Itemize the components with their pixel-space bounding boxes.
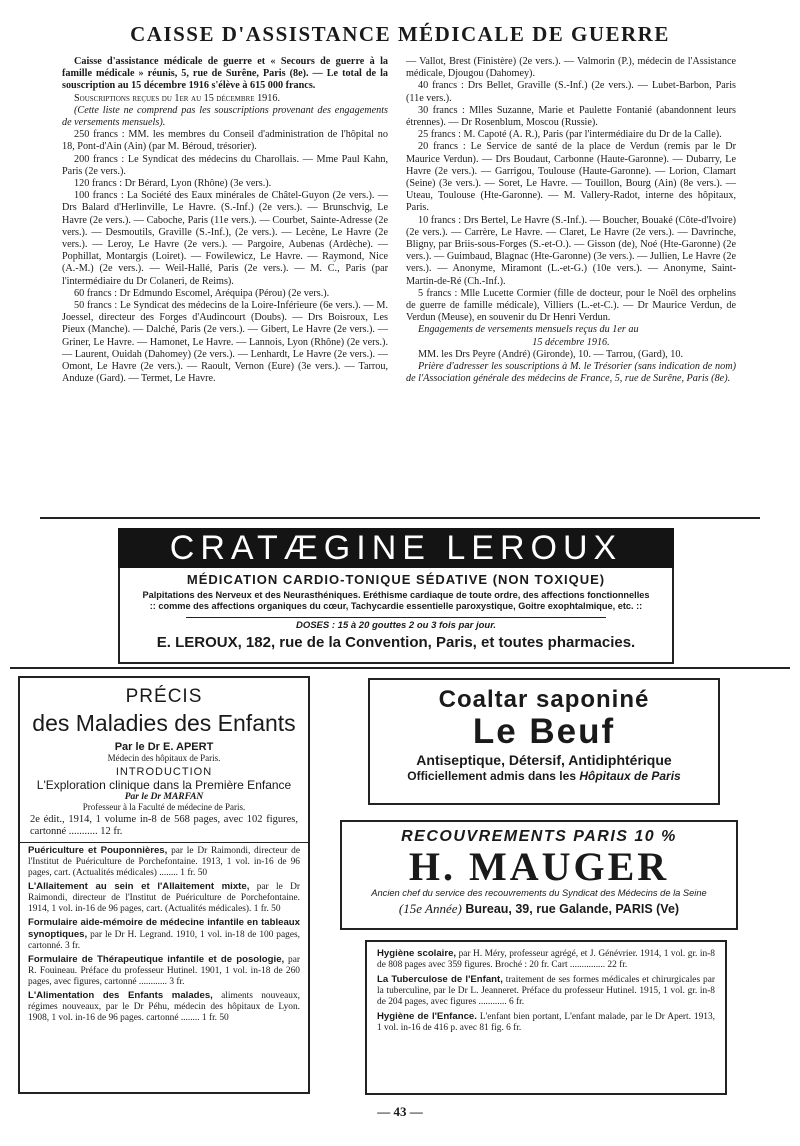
- subscription-5: 5 francs : Mlle Lucette Cormier (fille de docteur, pour le Noël des orphelins de guerre de famille médicale), Villiers (L.-et-C.). — Dr Maurice Verdun, de Verdun (Meuse), en souvenir du Dr Henri Verdun.: [406, 287, 736, 324]
- coaltar-properties: Antiseptique, Détersif, Antidiphtérique: [416, 752, 672, 768]
- crataegine-address: E. LEROUX, 182, rue de la Convention, Paris, et toutes pharmacies.: [156, 634, 636, 651]
- crataegine-ad: [118, 568, 674, 664]
- monthly-list: MM. les Drs Peyre (André) (Gironde), 10. — Tarrou, (Gard), 10.: [418, 348, 684, 360]
- book-entry: Puériculture et Pouponnières, par le Dr Raimondi, directeur de l'Institut de Puériculture de Porchefontaine. 1913, 1 vol. in-16 de 96 pages, cart. (Actualités médicales) ........ 1 fr. 50: [28, 845, 300, 878]
- precis-author-role: Médecin des hôpitaux de Paris.: [107, 753, 221, 763]
- precis-subtitle: des Maladies des Enfants: [32, 710, 296, 736]
- book-entry: L'Alimentation des Enfants malades, aliments nouveaux, régimes nouveaux, par le Dr Péhu, médecin des hôpitaux de Lyon. 1908, 1 vol. in-16 de 96 pages. cartonné ........ 1 fr. 50: [28, 990, 300, 1023]
- precis-intro: INTRODUCTION: [115, 766, 213, 778]
- hygiene-ad: [365, 940, 727, 1095]
- subscriptions-note: (Cette liste ne comprend pas les souscriptions provenant des engagements de versements mensuels).: [62, 104, 388, 129]
- page-number: — 43 —: [377, 1104, 423, 1119]
- subscription-10: 10 francs : Drs Bertel, Le Havre (S.-Inf.). — Boucher, Bouaké (Côte-d'Ivoire) (2e vers.). — Carrère, Le Havre. — Claret, Le Havre (2e vers.). — Davrinche, Bligny, par Briis-sous-Forges (S.-et-O.). — Gisson (de), Noé (Hte-Garonne) (2e vers.). — Guimbaud, Blagnac (Hte-Garonne) (3e vers.). — Jullien, Le Havre (2e vers.). — Anonyme, Miramont (L.-et-G.) (10e vers.). — Anonyme, Saint-Martin-de-Ré (Ch.-Inf.).: [406, 214, 736, 287]
- crataegine-line2b: :: comme des affections organiques du cœur, Tachycardie essentielle paroxystique, Goitre exophtalmique, etc. ::: [149, 601, 643, 611]
- precis-intro-role: Professeur à la Faculté de médecine de Paris.: [82, 802, 246, 812]
- subscription-50-cont: — Vallot, Brest (Finistère) (2e vers.). — Valmorin (P.), médecin de l'Assistance médicale, Djougou (Dahomey).: [406, 56, 736, 80]
- book-entry: La Tuberculose de l'Enfant, traitement de ses formes médicales et chirurgicales par la tuberculine, par le Dr L. Jeanneret. Préface du professeur Hutinel. 1915, 1 vol. gr. in-8 de 204 pages, avec figures ............ 6 fr.: [377, 974, 715, 1007]
- crataegine-banner: CRATÆGINE LEROUX: [118, 528, 674, 568]
- subscription-25: 25 francs : M. Capoté (A. R.), Paris (par l'intermédiaire du Dr de la Calle).: [418, 129, 722, 141]
- crataegine-line1: MÉDICATION CARDIO-TONIQUE SÉDATIVE (NON TOXIQUE): [186, 572, 606, 587]
- precis-intro-title: L'Exploration clinique dans la Première Enfance: [36, 778, 292, 792]
- left-column: [62, 56, 388, 385]
- crataegine-line2a: Palpitations des Nerveux et des Neurasthéniques. Eréthisme cardiaque de toute ordre, des affections fonctionnelles: [142, 590, 650, 600]
- mauger-heading: RECOUVREMENTS PARIS 10 %: [401, 828, 677, 845]
- mauger-name: H. MAUGER: [408, 844, 670, 889]
- coaltar-ad: [368, 678, 720, 805]
- book-entry: Formulaire de Thérapeutique infantile et de posologie, par R. Fouineau. Préface du professeur Hutinel. 1901, 1 vol. in-18 de 260 pages, avec figures, cartonné ............ 3 fr.: [28, 954, 300, 987]
- mauger-description: Ancien chef du service des recouvrements du Syndicat des Médecins de la Seine: [371, 888, 707, 898]
- mauger-ad: [340, 820, 738, 930]
- right-column: [406, 56, 736, 385]
- coaltar-brand: Le Beuf: [472, 712, 616, 751]
- intro-paragraph: Caisse d'assistance médicale de guerre et « Secours de guerre à la famille médicale » réunis, 5, rue de Surêne, Paris (8e). — Le total de la souscription au 15 décembre 1916 s'élève à 615 000 francs.: [62, 56, 388, 92]
- monthly-heading: Engagements de versements mensuels reçus du 1er au: [418, 324, 639, 336]
- precis-ad: [18, 676, 310, 1094]
- subscription-60: 60 francs : Dr Edmundo Escomel, Aréquipa (Pérou) (2e vers.).: [74, 287, 330, 299]
- subscription-40: 40 francs : Drs Bellet, Graville (S.-Inf.) (2e vers.). — Lubet-Barbon, Paris (11e vers.).: [406, 80, 736, 104]
- precis-title: PRÉCIS: [125, 686, 203, 707]
- subscriptions-heading: Souscriptions reçues du 1er au 15 décembre 1916.: [74, 92, 280, 104]
- precis-author: Par le Dr E. APERT: [114, 741, 214, 753]
- coaltar-admission: Officiellement admis dans les Hôpitaux de Paris: [407, 769, 681, 783]
- subscription-120: 120 francs : Dr Bérard, Lyon (Rhône) (3e vers.).: [74, 178, 272, 190]
- book-entry: Hygiène de l'Enfance. L'enfant bien portant, L'enfant malade, par le Dr Apert. 1913, 1 vol. in-16 de 416 p. avec 81 fig. 6 fr.: [377, 1011, 715, 1033]
- mauger-address: (15e Année) Bureau, 39, rue Galande, PARIS (Ve): [398, 901, 680, 916]
- precis-intro-author: Par le Dr MARFAN: [124, 792, 204, 802]
- monthly-date: 15 décembre 1916.: [532, 336, 610, 348]
- book-entry: Hygiène scolaire, par H. Méry, professeur agrégé, et J. Génévrier. 1914, 1 vol. gr. in-8 de 808 pages avec 359 figures. Broché : 20 fr. Cart ............... 22 fr.: [377, 948, 715, 970]
- subscription-250: 250 francs : MM. les membres du Conseil d'administration de l'hôpital no 18, Pont-d'Ain (Ain) (par M. Béroud, trésorier).: [62, 129, 388, 153]
- book-entry: L'Allaitement au sein et l'Allaitement mixte, par le Dr Raimondi, directeur de l'Institut de Puériculture de Porchefontaine. 1914, 1 vol. in-16 de 96 pages, cart. (Actualités médicales). 1 fr. 50: [28, 881, 300, 914]
- divider: [10, 667, 790, 669]
- page-title: CAISSE D'ASSISTANCE MÉDICALE DE GUERRE: [130, 22, 670, 46]
- closing-note: Prière d'adresser les souscriptions à M. le Trésorier (sans indication de nom) de l'Association générale des médecins de France, 5, rue de Surêne, Paris (8e).: [406, 361, 736, 385]
- subscription-20: 20 francs : Le Service de santé de la place de Verdun (remis par le Dr Maurice Verdun). — Drs Boudaut, Carbonne (Haute-Garonne). — Dubarry, Le Havre (2e vers.). — Garrigou, Toulouse (Haute-Garonne). — Lorion, Clamart (Seine) (3e vers.). — Soret, Le Havre. — Touillon, Bourg (Ain) (8e vers.). — Uteau, Toulouse (Hte-Garonne). — M. Vallery-Radot, interne des hôpitaux, Paris.: [406, 141, 736, 214]
- crataegine-doses: DOSES : 15 à 20 gouttes 2 ou 3 fois par jour.: [186, 617, 606, 631]
- book-entry: Formulaire aide-mémoire de médecine infantile en tableaux synoptiques, par le Dr H. Legrand. 1910, 1 vol. in-18 de 100 pages, cartonné. 3 fr.: [28, 917, 300, 951]
- divider: [40, 517, 760, 519]
- coaltar-title: Coaltar saponiné: [438, 686, 650, 713]
- subscription-30: 30 francs : Mlles Suzanne, Marie et Paulette Fontanié (abandonnent leurs étrennes). — Dr Rosenblum, Moscou (Russie).: [406, 104, 736, 129]
- subscription-50: 50 francs : Le Syndicat des médecins de la Loire-Inférieure (6e vers.). — M. Joessel, directeur des Forges d'Audincourt (Doubs). — Drs Boisroux, Les Pieux (Manche). — Dalché, Paris (2e vers.). — Gibert, Le Havre (2e vers.). — Griner, Le Havre. — Hamonet, Le Havre. — Lannois, Lyon (Rhône) (2e vers.). — Laurent, Ouidah (Dahomey) (2e vers.). — Lenhardt, Le Havre (2e vers.). — Omont, Le Havre (2e vers.). — Raoult, Vernon (Eure) (3e vers.). — Tarrou, Anduze (Gard). — Termet, Le Havre.: [62, 300, 388, 385]
- subscription-200: 200 francs : Le Syndicat des médecins du Charollais. — Mme Paul Kahn, Paris (2e vers.).: [62, 153, 388, 177]
- precis-edition: 2e édit., 1914, 1 volume in-8 de 568 pages, avec 102 figures, cartonné ........... 12 fr.: [30, 814, 298, 837]
- subscription-100: 100 francs : La Société des Eaux minérales de Châtel-Guyon (2e vers.). — Drs Balard d'Herlinville, Le Havre. (S.-Inf.) (2e vers.). — Brunschvig, Le Havre (2e vers.). — Caboche, Paris (11e vers.). — Courbet, Sainte-Adresse (2e vers.). — Desmoutils, Graville (S.-Inf.), (2e vers.). — Lecène, Le Havre (2e vers.). — Leroy, Le Havre (2e vers.). — Pargoire, Aubenas (Ardèche). — Pophillat, Montargis (Loiret). — Fowilewicz, Le Havre. — Raymond, Nice (A.-M.) (2e vers.). — Weil-Hallé, Paris (2e vers.). — M. C., Paris (par l'intermédiaire du Dr Colaneri, de Reims).: [62, 190, 388, 287]
